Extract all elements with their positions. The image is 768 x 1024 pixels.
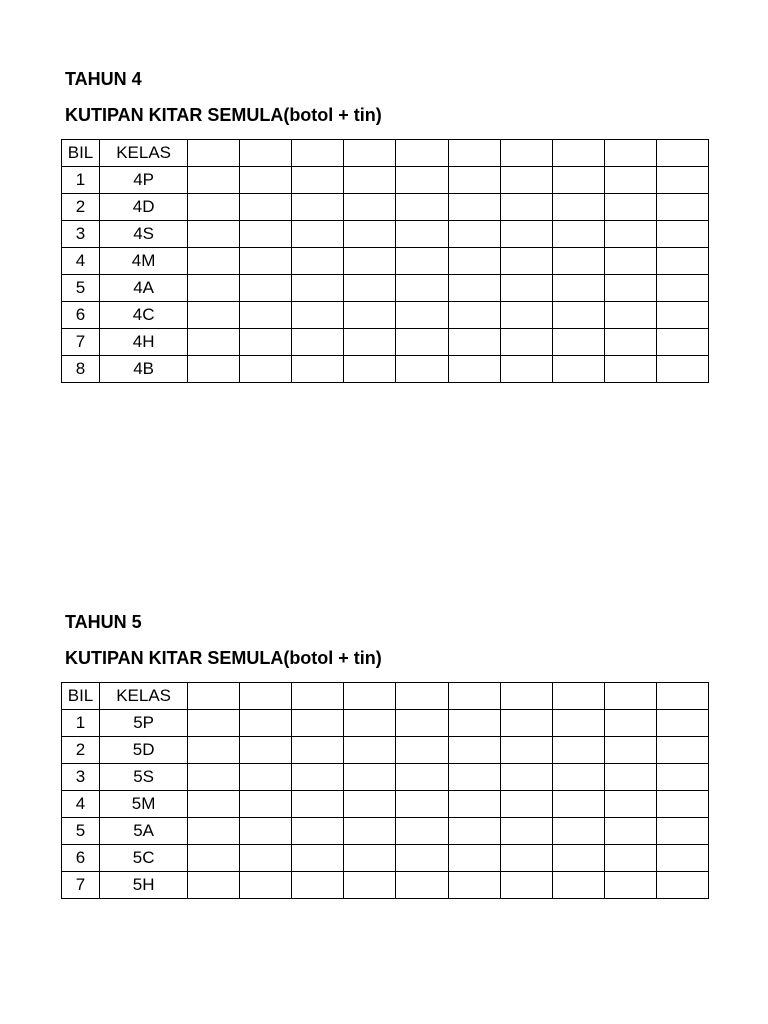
tally-cell[interactable] xyxy=(188,764,240,791)
tally-cell[interactable] xyxy=(344,302,396,329)
tally-cell[interactable] xyxy=(292,872,344,899)
tally-cell[interactable] xyxy=(500,221,552,248)
tally-cell[interactable] xyxy=(552,737,604,764)
tally-cell[interactable] xyxy=(344,140,396,167)
table-row xyxy=(62,872,709,899)
bil-cell: 8 xyxy=(62,356,100,383)
tally-cell[interactable] xyxy=(292,302,344,329)
tally-cell[interactable] xyxy=(656,248,708,275)
tally-cell[interactable] xyxy=(604,764,656,791)
tally-cell[interactable] xyxy=(656,329,708,356)
tally-cell[interactable] xyxy=(240,683,292,710)
tally-cell[interactable] xyxy=(188,356,240,383)
kelas-cell: 5H xyxy=(100,872,188,899)
tally-cell[interactable] xyxy=(552,683,604,710)
table-body xyxy=(62,140,709,383)
tally-cell[interactable] xyxy=(448,872,500,899)
tally-cell[interactable] xyxy=(604,329,656,356)
tally-cell[interactable] xyxy=(240,737,292,764)
tally-cell[interactable] xyxy=(240,818,292,845)
kelas-cell: 5C xyxy=(100,845,188,872)
bil-cell: 4 xyxy=(62,248,100,275)
table-row xyxy=(62,764,709,791)
tally-cell[interactable] xyxy=(188,818,240,845)
bil-cell: 2 xyxy=(62,194,100,221)
tally-cell[interactable] xyxy=(240,221,292,248)
tally-cell[interactable] xyxy=(188,710,240,737)
tally-cell[interactable] xyxy=(188,845,240,872)
bil-cell: BIL xyxy=(62,140,100,167)
tally-cell[interactable] xyxy=(500,329,552,356)
tally-cell[interactable] xyxy=(448,737,500,764)
bil-cell: 5 xyxy=(62,275,100,302)
tally-cell[interactable] xyxy=(604,221,656,248)
tally-cell[interactable] xyxy=(396,764,448,791)
tally-cell[interactable] xyxy=(552,221,604,248)
section-subtitle: KUTIPAN KITAR SEMULA(botol + tin) xyxy=(65,648,382,668)
table-body xyxy=(62,683,709,899)
tally-cell[interactable] xyxy=(604,737,656,764)
bil-cell: 6 xyxy=(62,302,100,329)
tally-cell[interactable] xyxy=(448,167,500,194)
tally-cell[interactable] xyxy=(396,248,448,275)
tally-cell[interactable] xyxy=(656,764,708,791)
tally-cell[interactable] xyxy=(396,194,448,221)
tally-cell[interactable] xyxy=(500,248,552,275)
tally-cell[interactable] xyxy=(656,683,708,710)
bil-cell: 1 xyxy=(62,710,100,737)
table-row xyxy=(62,737,709,764)
table-row xyxy=(62,845,709,872)
tally-cell[interactable] xyxy=(552,248,604,275)
tally-cell[interactable] xyxy=(344,818,396,845)
table-row xyxy=(62,329,709,356)
tally-cell[interactable] xyxy=(396,845,448,872)
tally-cell[interactable] xyxy=(552,167,604,194)
tally-cell[interactable] xyxy=(240,710,292,737)
table-row xyxy=(62,167,709,194)
tally-cell[interactable] xyxy=(500,764,552,791)
tally-cell[interactable] xyxy=(292,329,344,356)
tally-cell[interactable] xyxy=(240,275,292,302)
tally-cell[interactable] xyxy=(656,302,708,329)
table-row xyxy=(62,791,709,818)
tally-cell[interactable] xyxy=(292,764,344,791)
tally-cell[interactable] xyxy=(604,845,656,872)
tally-cell[interactable] xyxy=(240,302,292,329)
tally-cell[interactable] xyxy=(500,710,552,737)
tally-cell[interactable] xyxy=(396,737,448,764)
table-row xyxy=(62,221,709,248)
kelas-cell: 4C xyxy=(100,302,188,329)
tally-cell[interactable] xyxy=(344,764,396,791)
tally-cell[interactable] xyxy=(344,221,396,248)
bil-cell: 7 xyxy=(62,329,100,356)
tally-cell[interactable] xyxy=(188,683,240,710)
tally-cell[interactable] xyxy=(240,791,292,818)
kelas-cell: 5P xyxy=(100,710,188,737)
tally-cell[interactable] xyxy=(552,764,604,791)
tally-cell[interactable] xyxy=(396,818,448,845)
tally-cell[interactable] xyxy=(188,248,240,275)
bil-cell: BIL xyxy=(62,683,100,710)
tally-cell[interactable] xyxy=(344,737,396,764)
tally-cell[interactable] xyxy=(396,710,448,737)
tally-cell[interactable] xyxy=(604,356,656,383)
tally-cell[interactable] xyxy=(344,248,396,275)
tally-cell[interactable] xyxy=(552,275,604,302)
tally-cell[interactable] xyxy=(656,818,708,845)
tally-cell[interactable] xyxy=(448,356,500,383)
tally-cell[interactable] xyxy=(292,818,344,845)
kelas-cell: KELAS xyxy=(100,140,188,167)
tally-cell[interactable] xyxy=(448,140,500,167)
bil-cell: 2 xyxy=(62,737,100,764)
kelas-cell: 5D xyxy=(100,737,188,764)
tally-cell[interactable] xyxy=(448,221,500,248)
tally-cell[interactable] xyxy=(292,791,344,818)
tally-cell[interactable] xyxy=(552,140,604,167)
tally-cell[interactable] xyxy=(552,194,604,221)
bil-cell: 7 xyxy=(62,872,100,899)
tally-cell[interactable] xyxy=(396,167,448,194)
tally-cell[interactable] xyxy=(292,140,344,167)
bil-cell: 4 xyxy=(62,791,100,818)
tally-cell[interactable] xyxy=(188,329,240,356)
collection-table xyxy=(61,682,709,899)
kelas-cell: 4A xyxy=(100,275,188,302)
tally-cell[interactable] xyxy=(344,791,396,818)
tally-cell[interactable] xyxy=(448,845,500,872)
section-title: TAHUN 5 xyxy=(65,612,142,632)
tally-cell[interactable] xyxy=(292,221,344,248)
table-row xyxy=(62,818,709,845)
tally-cell[interactable] xyxy=(240,167,292,194)
kelas-cell: 5M xyxy=(100,791,188,818)
tally-cell[interactable] xyxy=(604,248,656,275)
tally-cell[interactable] xyxy=(292,167,344,194)
table-header-row xyxy=(62,683,709,710)
table-row xyxy=(62,356,709,383)
tally-cell[interactable] xyxy=(188,791,240,818)
table-row xyxy=(62,710,709,737)
tally-cell[interactable] xyxy=(500,167,552,194)
collection-table xyxy=(61,139,709,383)
tally-cell[interactable] xyxy=(604,683,656,710)
tally-cell[interactable] xyxy=(500,683,552,710)
tally-cell[interactable] xyxy=(396,140,448,167)
table-row xyxy=(62,248,709,275)
table-row xyxy=(62,302,709,329)
tally-cell[interactable] xyxy=(344,845,396,872)
tally-cell[interactable] xyxy=(500,194,552,221)
section-tahun-4 xyxy=(61,66,709,383)
tally-cell[interactable] xyxy=(396,221,448,248)
tally-cell[interactable] xyxy=(188,872,240,899)
tally-cell[interactable] xyxy=(448,710,500,737)
tally-cell[interactable] xyxy=(188,140,240,167)
table-row xyxy=(62,275,709,302)
tally-cell[interactable] xyxy=(500,845,552,872)
tally-cell[interactable] xyxy=(604,818,656,845)
bil-cell: 5 xyxy=(62,818,100,845)
section-subtitle: KUTIPAN KITAR SEMULA(botol + tin) xyxy=(65,105,382,125)
kelas-cell: 5A xyxy=(100,818,188,845)
tally-cell[interactable] xyxy=(552,872,604,899)
tally-cell[interactable] xyxy=(240,764,292,791)
tally-cell[interactable] xyxy=(656,845,708,872)
tally-cell[interactable] xyxy=(292,194,344,221)
tally-cell[interactable] xyxy=(344,329,396,356)
tally-cell[interactable] xyxy=(500,302,552,329)
tally-cell[interactable] xyxy=(656,194,708,221)
tally-cell[interactable] xyxy=(500,818,552,845)
tally-cell[interactable] xyxy=(292,248,344,275)
tally-cell[interactable] xyxy=(188,275,240,302)
tally-cell[interactable] xyxy=(656,710,708,737)
tally-cell[interactable] xyxy=(448,791,500,818)
tally-cell[interactable] xyxy=(396,329,448,356)
tally-cell[interactable] xyxy=(188,167,240,194)
tally-cell[interactable] xyxy=(292,683,344,710)
tally-cell[interactable] xyxy=(500,872,552,899)
tally-cell[interactable] xyxy=(448,818,500,845)
tally-cell[interactable] xyxy=(292,845,344,872)
tally-cell[interactable] xyxy=(656,167,708,194)
section-title: TAHUN 4 xyxy=(65,69,142,89)
tally-cell[interactable] xyxy=(552,845,604,872)
tally-cell[interactable] xyxy=(240,140,292,167)
kelas-cell: 4M xyxy=(100,248,188,275)
tally-cell[interactable] xyxy=(292,737,344,764)
tally-cell[interactable] xyxy=(552,791,604,818)
tally-cell[interactable] xyxy=(344,710,396,737)
tally-cell[interactable] xyxy=(656,872,708,899)
tally-cell[interactable] xyxy=(396,356,448,383)
tally-cell[interactable] xyxy=(448,329,500,356)
tally-cell[interactable] xyxy=(448,194,500,221)
section-tahun-5 xyxy=(61,609,709,899)
tally-cell[interactable] xyxy=(344,872,396,899)
bil-cell: 3 xyxy=(62,221,100,248)
tally-cell[interactable] xyxy=(604,140,656,167)
tally-cell[interactable] xyxy=(396,275,448,302)
bil-cell: 6 xyxy=(62,845,100,872)
tally-cell[interactable] xyxy=(500,275,552,302)
tally-cell[interactable] xyxy=(396,872,448,899)
tally-cell[interactable] xyxy=(552,329,604,356)
tally-cell[interactable] xyxy=(604,872,656,899)
tally-cell[interactable] xyxy=(604,791,656,818)
kelas-cell: 4D xyxy=(100,194,188,221)
tally-cell[interactable] xyxy=(448,683,500,710)
tally-cell[interactable] xyxy=(552,302,604,329)
tally-cell[interactable] xyxy=(448,764,500,791)
tally-cell[interactable] xyxy=(188,302,240,329)
tally-cell[interactable] xyxy=(500,140,552,167)
tally-cell[interactable] xyxy=(552,818,604,845)
tally-cell[interactable] xyxy=(396,302,448,329)
tally-cell[interactable] xyxy=(240,845,292,872)
tally-cell[interactable] xyxy=(604,302,656,329)
tally-cell[interactable] xyxy=(448,302,500,329)
tally-cell[interactable] xyxy=(656,221,708,248)
table-row xyxy=(62,194,709,221)
tally-cell[interactable] xyxy=(604,194,656,221)
tally-cell[interactable] xyxy=(500,737,552,764)
tally-cell[interactable] xyxy=(188,737,240,764)
tally-cell[interactable] xyxy=(604,710,656,737)
tally-cell[interactable] xyxy=(292,275,344,302)
tally-cell[interactable] xyxy=(344,194,396,221)
tally-cell[interactable] xyxy=(604,167,656,194)
tally-cell[interactable] xyxy=(240,329,292,356)
tally-cell[interactable] xyxy=(240,194,292,221)
tally-cell[interactable] xyxy=(396,683,448,710)
tally-cell[interactable] xyxy=(240,872,292,899)
tally-cell[interactable] xyxy=(240,248,292,275)
tally-cell[interactable] xyxy=(656,791,708,818)
tally-cell[interactable] xyxy=(240,356,292,383)
kelas-cell: 4H xyxy=(100,329,188,356)
tally-cell[interactable] xyxy=(448,275,500,302)
tally-cell[interactable] xyxy=(552,356,604,383)
tally-cell[interactable] xyxy=(500,791,552,818)
tally-cell[interactable] xyxy=(344,356,396,383)
tally-cell[interactable] xyxy=(396,791,448,818)
tally-cell[interactable] xyxy=(656,275,708,302)
kelas-cell: 4B xyxy=(100,356,188,383)
tally-cell[interactable] xyxy=(500,356,552,383)
tally-cell[interactable] xyxy=(552,710,604,737)
tally-cell[interactable] xyxy=(656,737,708,764)
tally-cell[interactable] xyxy=(656,140,708,167)
kelas-cell: 5S xyxy=(100,764,188,791)
tally-cell[interactable] xyxy=(292,356,344,383)
kelas-cell: 4P xyxy=(100,167,188,194)
tally-cell[interactable] xyxy=(604,275,656,302)
tally-cell[interactable] xyxy=(188,221,240,248)
tally-cell[interactable] xyxy=(656,356,708,383)
tally-cell[interactable] xyxy=(344,683,396,710)
tally-cell[interactable] xyxy=(188,194,240,221)
bil-cell: 1 xyxy=(62,167,100,194)
tally-cell[interactable] xyxy=(344,167,396,194)
tally-cell[interactable] xyxy=(292,710,344,737)
kelas-cell: KELAS xyxy=(100,683,188,710)
table-header-row xyxy=(62,140,709,167)
tally-cell[interactable] xyxy=(448,248,500,275)
kelas-cell: 4S xyxy=(100,221,188,248)
tally-cell[interactable] xyxy=(344,275,396,302)
bil-cell: 3 xyxy=(62,764,100,791)
